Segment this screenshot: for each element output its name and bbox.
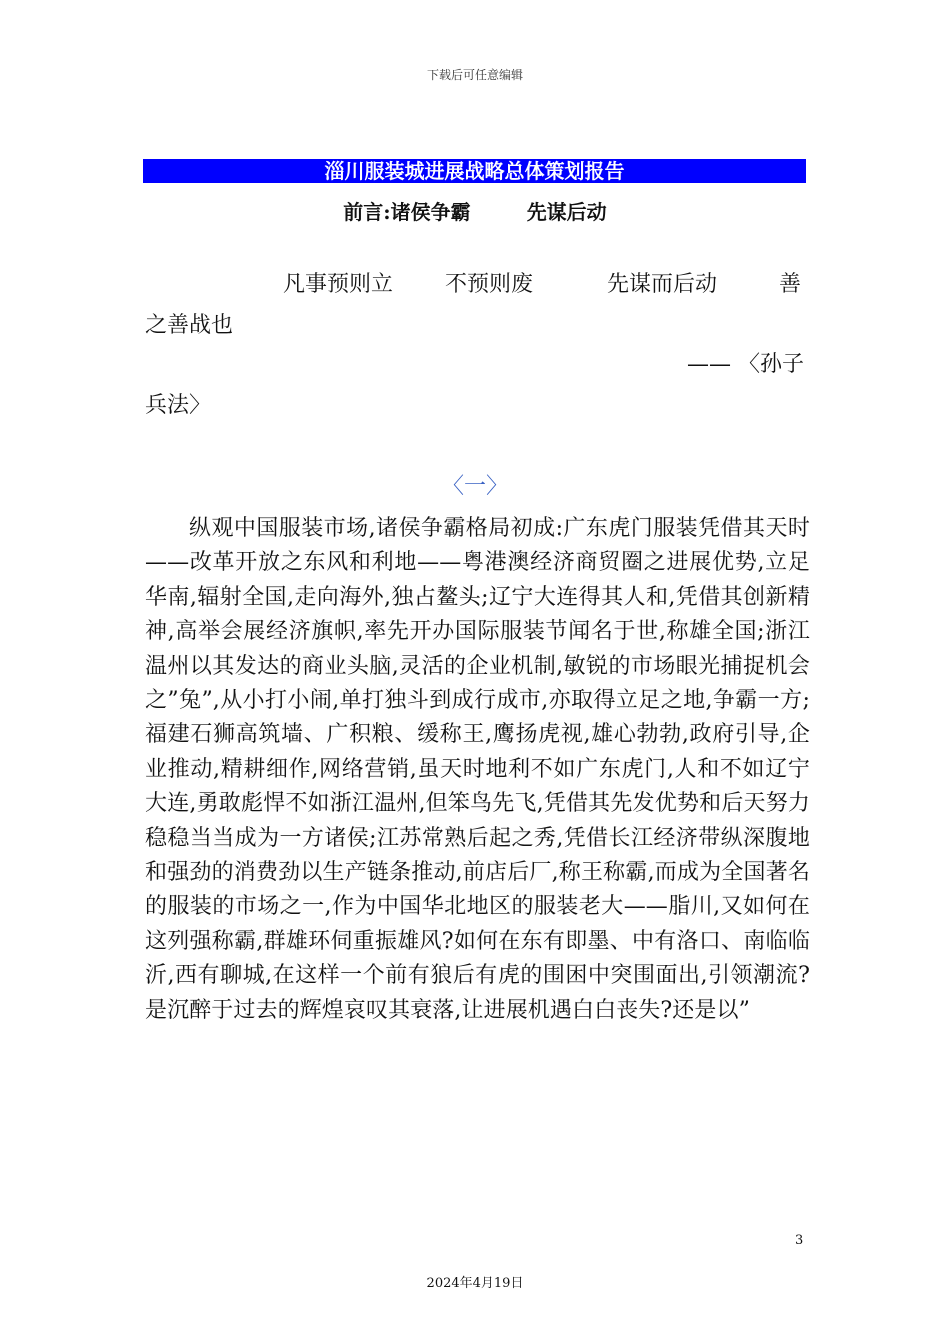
quote-part-3: 先谋而后动	[607, 272, 718, 297]
quote-part-5: 之善战也	[145, 313, 234, 338]
section-number: 〈一〉	[441, 474, 508, 499]
quote-part-1: 凡事预则立	[283, 272, 394, 297]
footer-date: 2024年4月19日	[426, 1276, 524, 1291]
preface-subtitle	[0, 197, 950, 227]
document-title: 淄川服装城进展战略总体策划报告	[143, 159, 806, 183]
quote-attribution-continued: 兵法〉	[145, 393, 212, 418]
quote-part-4: 善	[779, 272, 802, 297]
page-number: 3	[795, 1233, 804, 1248]
header-note: 下载后可任意编辑	[426, 68, 523, 82]
quote-part-2: 不预则废	[445, 272, 534, 297]
body-paragraph: 纵观中国服装市场,诸侯争霸格局初成:广东虎门服装凭借其天时——改革开放之东风和利地——粤港澳经济商贸圈之进展优势,立足华南,辐射全国,走向海外,独占鳌头;辽宁大连得其人和,凭借其创新精神,高举会展经济旗帜,率先开办国际服装节闻名于世,称雄全国;浙江温州以其发达的商业头脑,灵活的企业机制,敏锐的市场眼光捕捉机会之”兔”,从小打小闹,单打独斗到成行成市,亦取得立足之地,争霸一方;福建石狮高筑墙、广积粮、缓称王,鹰扬虎视,雄心勃勃,政府引导,企业推动,精耕细作,网络营销,虽天时地利不如广东虎门,人和不如辽宁大连,勇敢彪悍不如浙江温州,但笨鸟先飞,凭借其先发优势和后天努力稳稳当当成为一方诸侯;江苏常熟后起之秀,凭借长江经济带纵深腹地和强劲的消费劲以生产链条推动,前店后厂,称王称霸,而成为全国著名的服装的市场之一,作为中国华北地区的服装老大——脂川,又如何在这列强称霸,群雄环伺重振雄风?如何在东有即墨、中有洛口、南临临沂,西有聊城,在这样一个前有狼后有虎的围困中突围面出,引领潮流?是沉醉于过去的辉煌哀叹其衰落,让进展机遇白白丧失?还是以”	[145, 516, 810, 1023]
subtitle-right: 先谋后动	[526, 200, 607, 224]
quote-attribution: —— 〈孙子	[687, 352, 804, 377]
body-paragraph-container	[145, 512, 810, 1028]
subtitle-left: 前言:诸侯争霸	[343, 200, 471, 224]
